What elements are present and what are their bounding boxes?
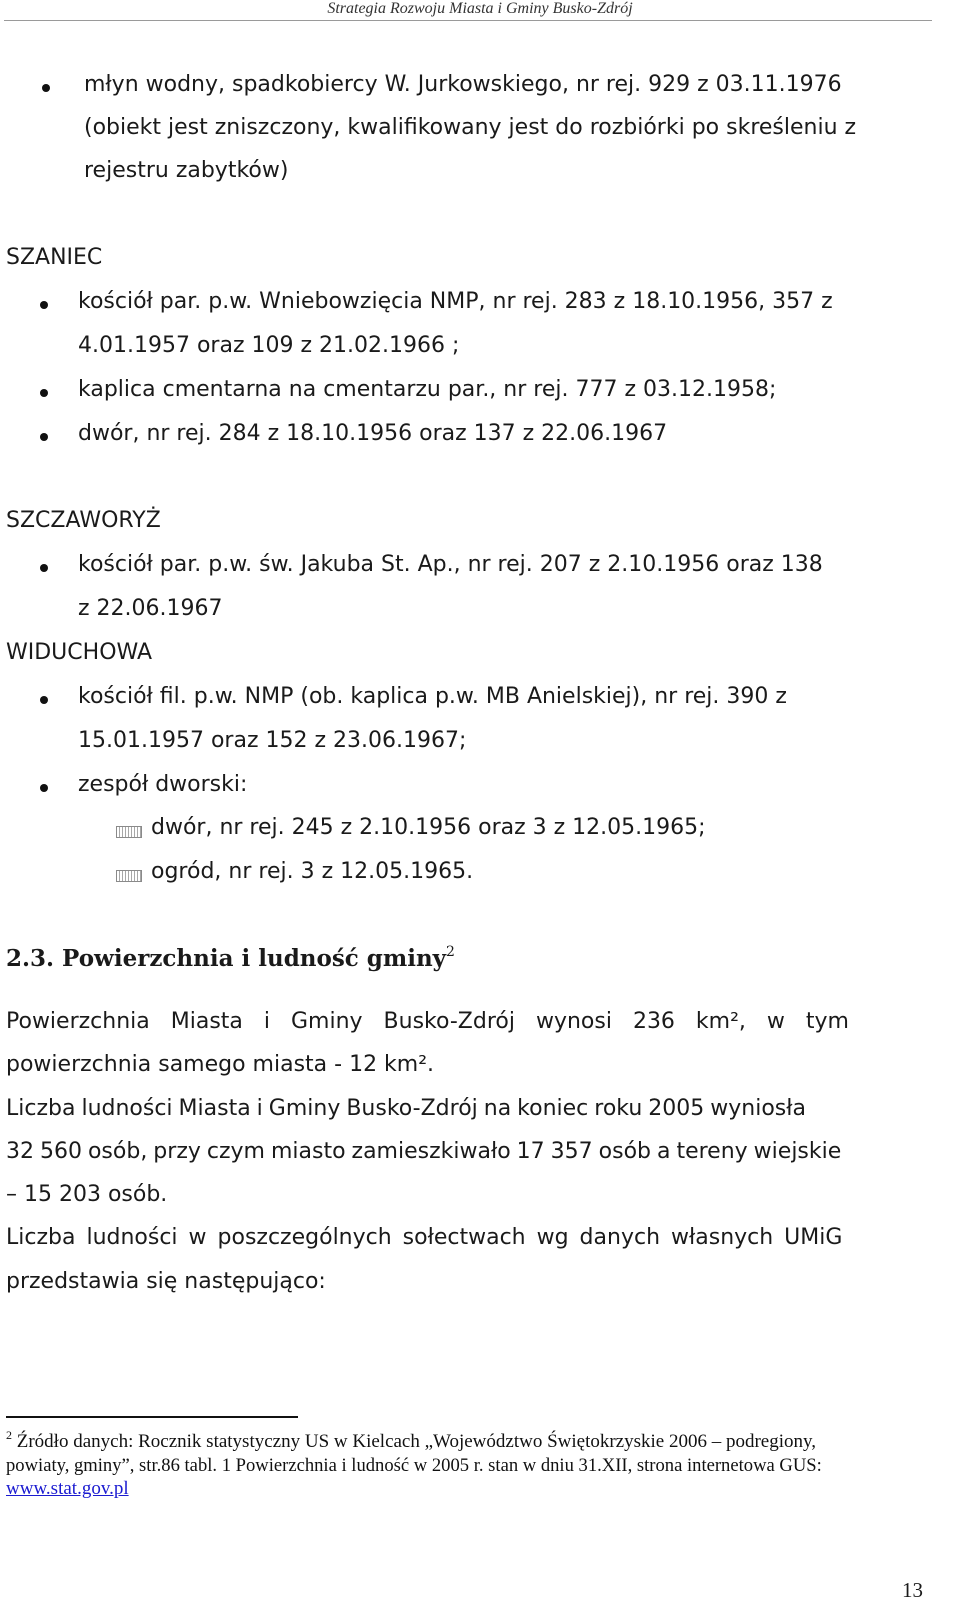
list-item-kosciol-szczaworyz-line2: z 22.06.1967 — [78, 596, 223, 621]
sub-bullet-icon — [116, 870, 142, 882]
section-title-text: 2.3. Powierzchnia i ludność gminy — [6, 945, 447, 972]
bullet-icon — [40, 301, 48, 309]
list-item-mlyn-line3: rejestru zabytków) — [84, 158, 289, 183]
bullet-icon — [40, 433, 48, 441]
page-number: 13 — [902, 1578, 923, 1602]
bullet-icon — [42, 84, 50, 92]
heading-szaniec: SZANIEC — [6, 245, 103, 270]
sub-item-ogrod: ogród, nr rej. 3 z 12.05.1965. — [151, 859, 474, 884]
sub-item-dwor: dwór, nr rej. 245 z 2.10.1956 oraz 3 z 12.05.1965; — [151, 815, 706, 840]
footnote-line1 — [6, 1428, 817, 1453]
paragraph-line-text: Powierzchnia Miasta i Gminy Busko-Zdrój wynosi 236 km², w tym — [6, 1009, 849, 1034]
sub-bullet-icon — [116, 826, 142, 838]
paragraph-population-line2: 32 560 osób, przy czym miasto zamieszkiwało 17 357 osób a tereny wiejskie — [6, 1139, 842, 1164]
footnote-link[interactable]: www.stat.gov.pl — [6, 1478, 129, 1499]
list-item-mlyn-line2: (obiekt jest zniszczony, kwalifikowany jest do rozbiórki po skreśleniu z — [84, 115, 857, 140]
list-item-kosciol-szaniec-line1: kościół par. p.w. Wniebowzięcia NMP, nr rej. 283 z 18.10.1956, 357 z — [78, 289, 833, 314]
list-item-kaplica: kaplica cmentarna na cmentarzu par., nr rej. 777 z 03.12.1958; — [78, 377, 777, 402]
footnote-line2: powiaty, gminy”, str.86 tabl. 1 Powierzchnia i ludność w 2005 r. stan w dniu 31.XII, strona internetowa GUS: — [6, 1455, 822, 1476]
footnote-ref: 2 — [446, 944, 455, 960]
section-title — [6, 945, 455, 972]
list-item-kosciol-widuchowa-line1: kościół fil. p.w. NMP (ob. kaplica p.w. MB Anielskiej), nr rej. 390 z — [78, 684, 787, 709]
paragraph-solectwa-line2: przedstawia się następująco: — [6, 1269, 326, 1294]
paragraph-area-line1 — [6, 1009, 930, 1034]
bullet-icon — [40, 784, 48, 792]
paragraph-solectwa-line1: Liczba ludności w poszczególnych sołectwach wg danych własnych UMiG — [6, 1225, 843, 1250]
heading-widuchowa: WIDUCHOWA — [6, 640, 153, 665]
paragraph-population-line3: – 15 203 osób. — [6, 1182, 168, 1207]
list-item-kosciol-szaniec-line2: 4.01.1957 oraz 109 z 21.02.1966 ; — [78, 333, 460, 358]
list-item-zespol-dworski: zespół dworski: — [78, 772, 248, 797]
footnote-rule — [6, 1416, 298, 1418]
list-item-mlyn-line1: młyn wodny, spadkobiercy W. Jurkowskiego, nr rej. 929 z 03.11.1976 — [84, 72, 842, 97]
bullet-icon — [40, 696, 48, 704]
footnote-number: 2 — [6, 1428, 12, 1442]
paragraph-area-line2: powierzchnia samego miasta - 12 km². — [6, 1052, 435, 1077]
heading-szczaworyz: SZCZAWORYŻ — [6, 508, 161, 533]
list-item-dwor-szaniec: dwór, nr rej. 284 z 18.10.1956 oraz 137 z 22.06.1967 — [78, 421, 668, 446]
list-item-kosciol-szczaworyz-line1: kościół par. p.w. św. Jakuba St. Ap., nr rej. 207 z 2.10.1956 oraz 138 — [78, 552, 823, 577]
header-rule — [4, 20, 932, 21]
running-header: Strategia Rozwoju Miasta i Gminy Busko-Zdrój — [327, 0, 633, 17]
list-item-kosciol-widuchowa-line2: 15.01.1957 oraz 152 z 23.06.1967; — [78, 728, 467, 753]
bullet-icon — [40, 389, 48, 397]
paragraph-population-line1: Liczba ludności Miasta i Gminy Busko-Zdrój na koniec roku 2005 wyniosła — [6, 1096, 806, 1121]
bullet-icon — [40, 564, 48, 572]
footnote-text-1: Źródło danych: Rocznik statystyczny US w Kielcach „Województwo Świętokrzyskie 2006 – podregiony, — [16, 1431, 817, 1452]
